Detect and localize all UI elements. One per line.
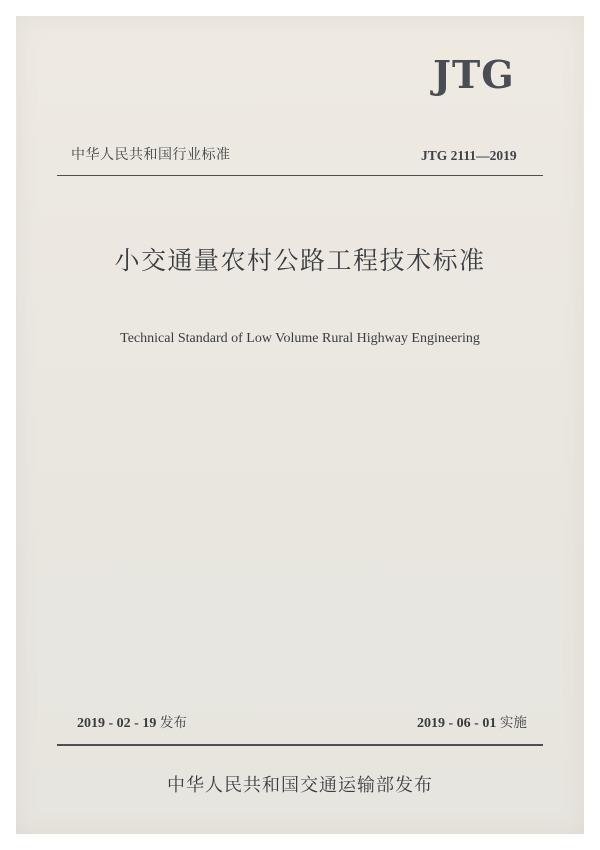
effective-date-line: [417, 717, 527, 731]
top-divider: [57, 175, 543, 176]
bottom-divider: [57, 744, 543, 746]
title-english: Technical Standard of Low Volume Rural Highway Engineering: [120, 331, 480, 346]
effective-label: 实施: [499, 715, 527, 731]
document-cover: [16, 16, 584, 834]
effective-date: 2019 - 06 - 01: [417, 716, 497, 731]
jtg-logo: JTG: [433, 52, 515, 97]
publisher: 中华人民共和国交通运输部发布: [167, 775, 433, 796]
issue-label: 发布: [159, 715, 187, 731]
standard-category: 中华人民共和国行业标准: [71, 147, 231, 163]
title-chinese: 小交通量农村公路工程技术标准: [114, 246, 486, 275]
standard-code: JTG 2111—2019: [421, 148, 517, 163]
issue-date-line: [77, 717, 187, 731]
issue-date: 2019 - 02 - 19: [77, 716, 157, 731]
